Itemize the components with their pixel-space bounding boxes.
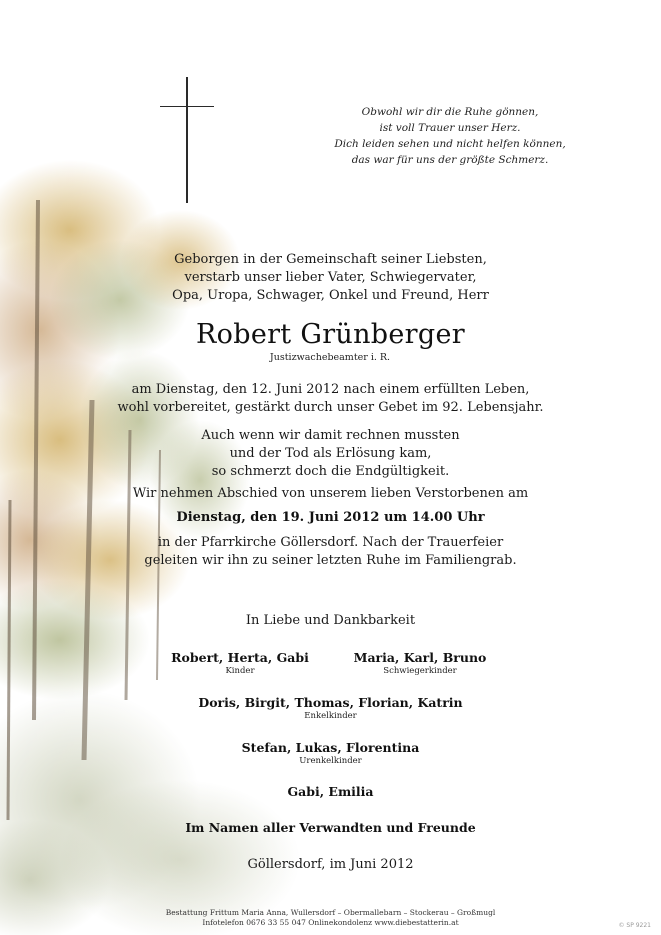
acceptance-line: so schmerzt doch die Endgültigkeit. <box>211 464 450 479</box>
family-group-children <box>150 650 330 677</box>
cross-icon-bar <box>160 106 214 107</box>
family-group-children-in-law <box>330 650 510 677</box>
family-names: Maria, Karl, Bruno <box>353 650 487 665</box>
family-group-grandchildren <box>0 695 661 722</box>
verse-line: ist voll Trauer unser Herz. <box>379 122 521 134</box>
place-date: Göllersdorf, im Juni 2012 <box>247 857 414 872</box>
footer-line: Infotelefon 0676 33 55 047 Onlinekondolenz www.diebestatterin.at <box>202 918 459 927</box>
intro-line: verstarb unser lieber Vater, Schwiegervater, <box>184 270 477 285</box>
closing-text: In Liebe und Dankbarkeit <box>245 613 416 628</box>
verse-line: Dich leiden sehen und nicht helfen können, <box>334 138 566 150</box>
death-notice <box>0 381 661 417</box>
relatives-text: Im Namen aller Verwandten und Freunde <box>185 820 476 835</box>
farewell-text: Wir nehmen Abschied von unserem lieben Verstorbenen am <box>132 486 529 501</box>
cross-icon <box>186 77 188 203</box>
deceased-name: Robert Grünberger <box>196 319 465 350</box>
family-group-great-grandchildren <box>0 740 661 767</box>
family-names: Robert, Herta, Gabi <box>171 650 309 665</box>
family-relation: Enkelkinder <box>304 711 357 721</box>
acceptance-line: Auch wenn wir damit rechnen mussten <box>201 428 460 443</box>
print-code: © SP 9221 <box>618 922 651 929</box>
family-relation: Urenkelkinder <box>299 756 362 766</box>
intro-line: Geborgen in der Gemeinschaft seiner Liebsten, <box>174 252 487 267</box>
intro-line: Opa, Uropa, Schwager, Onkel und Freund, Herr <box>172 288 489 303</box>
family-group-others <box>0 784 661 800</box>
funeral-date: Dienstag, den 19. Juni 2012 um 14.00 Uhr <box>176 510 485 525</box>
acceptance-text <box>0 427 661 481</box>
family-relation: Schwiegerkinder <box>383 666 457 676</box>
footer <box>0 908 661 928</box>
family-names: Doris, Birgit, Thomas, Florian, Katrin <box>198 695 463 710</box>
verse-line: Obwohl wir dir die Ruhe gönnen, <box>361 106 539 118</box>
memorial-verse <box>300 104 600 168</box>
footer-line: Bestattung Frittum Maria Anna, Wullersdorf – Obermallebarn – Stockerau – Großmugl <box>165 908 496 917</box>
verse-line: das war für uns der größte Schmerz. <box>351 154 549 166</box>
intro-text <box>0 251 661 305</box>
death-line: wohl vorbereitet, gestärkt durch unser Gebet im 92. Lebensjahr. <box>117 400 544 415</box>
acceptance-line: und der Tod als Erlösung kam, <box>229 446 432 461</box>
family-relation: Kinder <box>225 666 255 676</box>
church-line: in der Pfarrkirche Göllersdorf. Nach der Trauerfeier <box>157 535 504 550</box>
death-line: am Dienstag, den 12. Juni 2012 nach einem erfüllten Leben, <box>131 382 530 397</box>
family-names: Stefan, Lukas, Florentina <box>241 740 420 755</box>
family-names: Gabi, Emilia <box>287 784 374 799</box>
deceased-title: Justizwachebeamter i. R. <box>269 352 391 363</box>
church-line: geleiten wir ihn zu seiner letzten Ruhe im Familiengrab. <box>144 553 517 568</box>
church-text <box>0 534 661 570</box>
